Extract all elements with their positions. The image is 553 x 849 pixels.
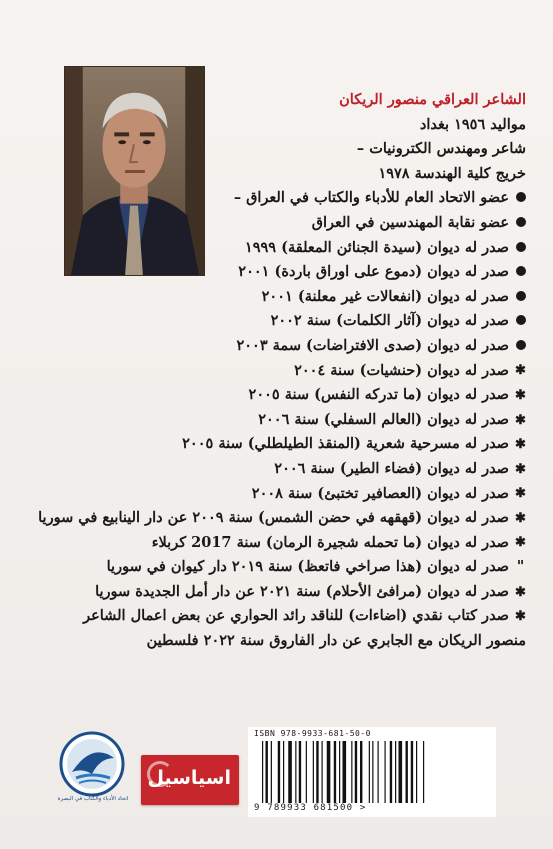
bio-list-item-text: صدر له مسرحية شعرية (المنقذ الطيلطلي) سنة ٢٠٠٥ (182, 435, 509, 453)
star-bullet-icon: ✱ (515, 609, 526, 625)
quote-bullet-icon: " (516, 558, 525, 576)
bio-list-item-text: صدر له ديوان (العصافير تختبئ) سنة ٢٠٠٨ (251, 484, 509, 502)
bio-list-item-text: عضو نقابة المهندسين في العراق (311, 213, 509, 231)
bio-list-item (60, 432, 526, 457)
bullet-dot-icon (516, 242, 526, 252)
bio-list-item (60, 555, 526, 580)
bullet-marker (515, 236, 526, 261)
star-bullet-icon: ✱ (515, 363, 526, 379)
bio-list-item (60, 482, 526, 507)
bullet-marker (515, 186, 526, 211)
bio-list-item-text: صدر له ديوان (مرافئ الأحلام) سنة ٢٠٢١ عن دار أمل الجديدة سوريا (95, 582, 509, 600)
bio-list-item (60, 457, 526, 482)
bio-list-item-text: صدر له ديوان (ما تدركه النفس) سنة ٢٠٠٥ (248, 386, 509, 404)
bio-closing: منصور الريكان مع الجابري عن دار الفاروق سنة ٢٠٢٢ فلسطين (146, 632, 526, 650)
bio-list-item (60, 383, 526, 408)
publisher-name: اسياسيل (147, 767, 231, 789)
star-bullet-icon: ✱ (515, 412, 526, 428)
bio-list-item-text: صدر له ديوان (سيدة الجنائن المعلقة) ١٩٩٩ (244, 238, 509, 256)
star-bullet-icon: ✱ (515, 387, 526, 403)
star-bullet-icon: ✱ (515, 486, 526, 502)
bullet-dot-icon (516, 192, 526, 202)
barcode (260, 741, 482, 803)
bio-intro-birth: مواليد ١٩٥٦ بغداد (419, 115, 526, 133)
bio-list-item-text: صدر له ديوان (صدى الافتراضات) سمة ٢٠٠٣ (236, 336, 509, 354)
bio-list-item-text: صدر له ديوان (العالم السفلي) سنة ٢٠٠٦ (258, 410, 509, 428)
bio-list-item (60, 236, 526, 261)
star-bullet-icon: ✱ (515, 535, 526, 551)
bio-list-item (60, 186, 526, 211)
isbn-label: ISBN 978-9933-681-50-0 (254, 729, 371, 738)
bio-list-item (60, 359, 526, 384)
bullet-marker (515, 285, 526, 310)
bio-list-item (60, 408, 526, 433)
bullet-dot-icon (516, 217, 526, 227)
bullet-marker (515, 309, 526, 334)
author-title: الشاعر العراقي منصور الريكان (339, 91, 526, 108)
publisher-logo (141, 755, 239, 805)
bullet-dot-icon (516, 291, 526, 301)
bio-list-item-text: صدر له ديوان (انفعالات غير معلنة) ٢٠٠١ (261, 287, 509, 305)
isbn-barcode-block (248, 727, 496, 817)
author-bio (38, 88, 526, 654)
bio-intro-profession: شاعر ومهندس الكترونيات – (356, 140, 526, 158)
bio-list-item (38, 506, 526, 531)
bio-list-item-text: صدر له ديوان (حنشيات) سنة ٢٠٠٤ (294, 361, 509, 379)
star-bullet-icon: ✱ (515, 437, 526, 453)
bio-list-item (60, 285, 526, 310)
star-bullet-icon: ✱ (515, 461, 526, 477)
bullet-dot-icon (516, 340, 526, 350)
bio-intro-education: خريج كلية الهندسة ١٩٧٨ (378, 164, 526, 182)
bio-list-item-text: صدر له ديوان (آثار الكلمات) سنة ٢٠٠٢ (270, 312, 509, 330)
bio-list-item (60, 334, 526, 359)
bio-list-item (60, 260, 526, 285)
bio-list-item-text: صدر له ديوان (فضاء الطير) سنة ٢٠٠٦ (274, 459, 509, 477)
bullet-marker (515, 334, 526, 359)
bio-list-item (60, 211, 526, 236)
bio-list (38, 186, 526, 629)
star-bullet-icon: ✱ (515, 584, 526, 600)
bullet-dot-icon (516, 315, 526, 325)
bio-list-item-text: صدر له ديوان (قهقهه في حضن الشمس) سنة ٢٠٠٩ عن دار الينابيع في سوريا (38, 509, 509, 527)
bio-list-item (60, 580, 526, 605)
barcode-digits: 9 789933 681500 > (254, 803, 367, 813)
bio-list-item-text: صدر له ديوان (هذا صراخي فاتعظ) سنة ٢٠١٩ دار كيوان في سوريا (106, 558, 509, 576)
bio-list-item-text: عضو الاتحاد العام للأدباء والكتاب في العراق – (233, 189, 509, 207)
star-bullet-icon: ✱ (515, 510, 526, 526)
bio-list-item-text: صدر كتاب نقدي (اضاءات) للناقد رائد الحواري عن بعض اعمال الشاعر (83, 607, 509, 625)
bio-list-item-text: صدر له ديوان (ما تحمله شجيرة الرمان) سنة 2017 كربلاء (151, 533, 509, 551)
bio-list-item (60, 604, 526, 629)
bio-list-item (60, 309, 526, 334)
bio-list-item-text: صدر له ديوان (دموع على اوراق باردة) ٢٠٠١ (238, 263, 509, 281)
bio-list-item (60, 531, 526, 556)
bullet-dot-icon (516, 266, 526, 276)
writers-union-caption: اتحاد الأدباء والكتاب في البصرة (57, 796, 129, 802)
bullet-marker (515, 211, 526, 236)
bullet-marker (515, 260, 526, 285)
